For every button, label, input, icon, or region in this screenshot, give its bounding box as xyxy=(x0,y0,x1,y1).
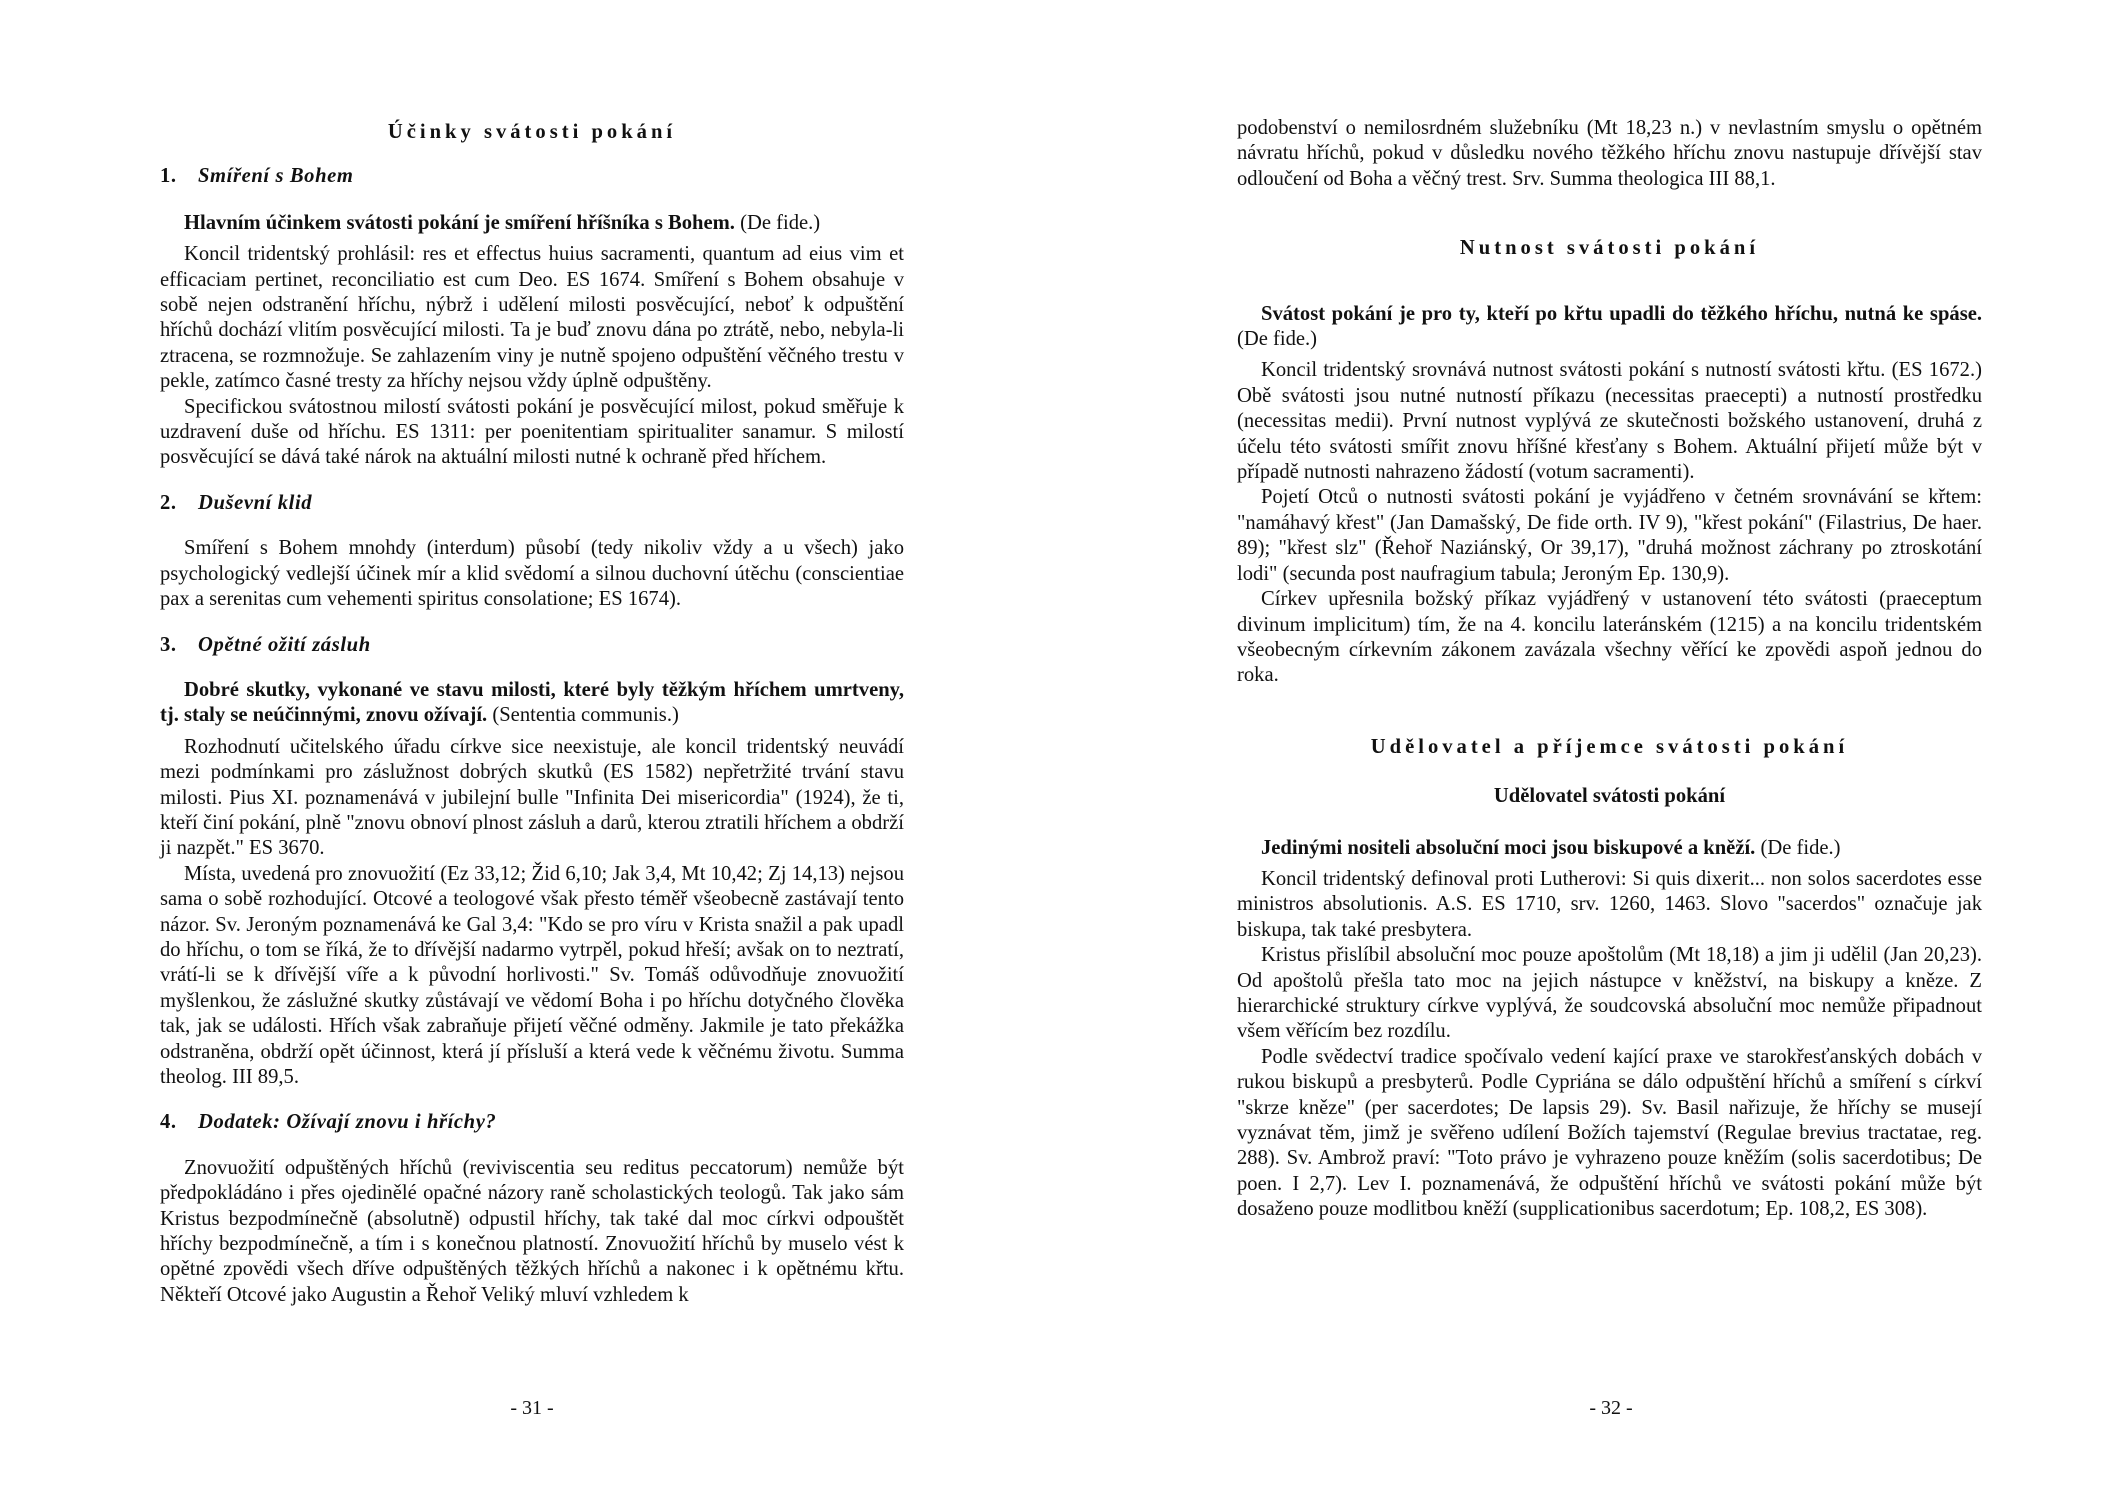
subsection-heading-1: 1. Smíření s Bohem xyxy=(160,165,354,188)
paragraph: Znovuožití odpuštěných hříchů (reviviscentia seu reditus peccatorum) nemůže být předpokládáno i přes ojedinělé opačné názory raně scholastických teologů. Tak jako sám Kristus bezpodmínečně (absolutně) odpustil hříchy, tak také dal moc církvi odpouštět hříchy bezpodmínečně, a tím i s konečnou platností. Znovuožití hříchů by muselo vést k opětné zpovědi všech dříve odpuštěných těžkých hříchů a nakonec i k opětnému křtu. Někteří Otcové jako Augustin a Řehoř Veliký mluví vzhledem k xyxy=(160,1156,904,1306)
thesis-necessity: Svátost pokání je pro ty, kteří po křtu upadli do těžkého hříchu, nutná ke spáse. (De fide.) xyxy=(1237,302,1982,351)
paragraph: Podle svědectví tradice spočívalo vedení kající praxe ve starokřesťanských dobách v rukou biskupů a presbyterů. Podle Cypriána se dálo odpuštění hříchů a smíření s církví "skrze kněze" (per sacerdotes; De lapsis 29). Sv. Basil nařizuje, že hříchy se musejí vyznávat těm, jimž je svěřeno udílení Božích tajemství (Regulae brevius tractatae, reg. 288). Sv. Ambrož praví: "Toto právo je vyhrazeno pouze kněžím (solis sacerdotibus; De poen. I 2,7). Lev I. poznamenává, že odpuštění hříchů ve svátosti pokání může být dosaženo pouze modlitbou kněží (supplicationibus sacerdotum; Ep. 108,2, ES 308). xyxy=(1237,1045,1982,1221)
paragraph: Koncil tridentský definoval proti Lutherovi: Si quis dixerit... non solos sacerdotes esse ministros absolutionis. A.S. ES 1710, srv. 1260, 1463. Slovo "sacerdos" označuje jak biskupa, tak také presbytera. xyxy=(1237,867,1982,941)
page-number-right: - 32 - xyxy=(1589,1397,1633,1419)
paragraph: Pojetí Otců o nutnosti svátosti pokání je vyjádřeno v četném srovnávání se křtem: "namáhavý křest" (Jan Damašský, De fide orth. IV 9), "křest pokání" (Filastrius, De haer. 89); "křest slz" (Řehoř Naziánský, Or 39,17), "druhá možnost záchrany po ztroskotání lodi" (secunda post naufragium tabula; Jeroným Ep. 130,9). xyxy=(1237,486,1982,585)
paragraph: Koncil tridentský srovnává nutnost svátosti pokání s nutností svátosti křtu. (ES 1672.) Obě svátosti jsou nutné nutností příkazu (necessitas praecepti) a nutností prostředku (necessitas medii). První nutnost vyplývá ze skutečnosti božského ustanovení, druhá z účelu této svátosti smířit znovu hříšné křesťany s Bohem. Aktuální přijetí může být v případě nutnosti nahrazeno žádostí (votum sacramenti). xyxy=(1237,359,1982,484)
thesis-3: Dobré skutky, vykonané ve stavu milosti, které byly těžkým hříchem umrtveny, tj. staly se neúčinnými, znovu ožívají. (Sententia communis.) xyxy=(160,678,904,727)
subsection-heading-3: 3. Opětné ožití zásluh xyxy=(160,633,371,656)
section-title-minister: Udělovatel a příjemce svátosti pokání xyxy=(1370,735,1849,758)
paragraph: Specifickou svátostnou milostí svátosti pokání je posvěcující milost, pokud směřuje k uzdravení duše od hříchu. ES 1311: per poenitentiam spiritualiter sanamur. S milostí posvěcující se dává také nárok na aktuální milosti nutné k ochraně před hříchem. xyxy=(160,395,904,469)
right-page xyxy=(1237,117,1982,1223)
subsection-heading-2: 2. Duševní klid xyxy=(160,491,313,514)
paragraph: Smíření s Bohem mnohdy (interdum) působí (tedy nikoliv vždy a u všech) jako psychologický vedlejší účinek mír a klid svědomí a silnou duchovní útěchu (conscientiae pax a serenitas cum vehementi spiritus consolatione; ES 1674). xyxy=(160,537,904,611)
paragraph: Rozhodnutí učitelského úřadu církve sice neexistuje, ale koncil tridentský neuvádí mezi podmínkami pro záslužnost dobrých skutků (ES 1582) nepřetržité trvání stavu milosti. Pius XI. poznamenává v jubilejní bulle "Infinita Dei misericordia" (1924), že ti, kteří činí pokání, plně "znovu obnoví plnost zásluh a darů, kterou ztratili hříchem a obdrží ji nazpět." ES 3670. xyxy=(160,735,904,860)
paragraph: Kristus přislíbil absoluční moc pouze apoštolům (Mt 18,18) a jim ji udělil (Jan 20,23). Od apoštolů přešla tato moc na jejich nástupce v kněžství, na biskupy a kněze. Z hierarchické struktury církve vyplývá, že soudcovská absoluční moc nemůže připadnout všem věřícím bez rozdílu. xyxy=(1237,944,1982,1043)
thesis-minister: Jedinými nositeli absoluční moci jsou biskupové a kněží. (De fide.) xyxy=(1261,836,1841,859)
section-title-necessity: Nutnost svátosti pokání xyxy=(1459,237,1760,260)
subsection-title-minister: Udělovatel svátosti pokání xyxy=(1493,785,1726,808)
section-title-effects: Účinky svátosti pokání xyxy=(387,121,677,143)
paragraph-continuation: podobenství o nemilosrdném služebníku (Mt 18,23 n.) v nevlastním smyslu o opětném návratu hříchů, pokud v důsledku nového těžkého hříchu znovu nastupuje dřívější stav odloučení od Boha a věčný trest. Srv. Summa theologica III 88,1. xyxy=(1237,117,1982,190)
page-number-left: - 31 - xyxy=(510,1397,554,1419)
thesis-1: Hlavním účinkem svátosti pokání je smíření hříšníka s Bohem. (De fide.) xyxy=(184,211,821,234)
left-page xyxy=(160,120,904,1308)
paragraph: Církev upřesnila božský příkaz vyjádřený v ustanovení této svátosti (praeceptum divinum implicitum) tím, že na 4. koncilu lateránském (1215) a na koncilu tridentském všeobecným církevním zákonem zavázala všechny věřící ke zpovědi aspoň jednou do roka. xyxy=(1237,588,1982,687)
paragraph: Koncil tridentský prohlásil: res et effectus huius sacramenti, quantum ad eius vim et efficaciam pertinet, reconciliatio est cum Deo. ES 1674. Smíření s Bohem obsahuje v sobě nejen odstranění hříchu, nýbrž i udělení milosti posvěcující, neboť k odpuštění hříchů dochází vlitím posvěcující milosti. Ta je buď znovu dána po ztrátě, nebo, nebyla-li ztracena, se rozmnožuje. Se zahlazením viny je nutně spojeno odpuštění věčného trestu v pekle, zatímco časné tresty za hříchy nejsou vždy úplně odpuštěny. xyxy=(160,243,904,393)
paragraph: Místa, uvedená pro znovuožití (Ez 33,12; Žid 6,10; Jak 3,4, Mt 10,42; Zj 14,13) nejsou sama o sobě rozhodující. Otcové a teologové však přesto téměř všeobecně zastávají tento názor. Sv. Jeroným poznamenává ke Gal 3,4: "Kdo se pro víru v Krista snažil a pak upadl do hříchu, o tom se říká, že to dřívější nadarmo vytrpěl, pokud hřeší; avšak on to neztratí, vrátí-li se k dřívější víře a k původní horlivosti." Sv. Tomáš odůvodňuje znovuožití myšlenkou, že záslužné skutky zůstávají ve vědomí Boha i po hříchu dotyčného člověka tak, jak se události. Hřích však zabraňuje přijetí věčné odměny. Jakmile je tato překážka odstraněna, obdrží opět účinnost, která jí přísluší a která vede k věčnému životu. Summa theolog. III 89,5. xyxy=(160,862,904,1088)
subsection-heading-4: 4. Dodatek: Ožívají znovu i hříchy? xyxy=(160,1111,497,1134)
